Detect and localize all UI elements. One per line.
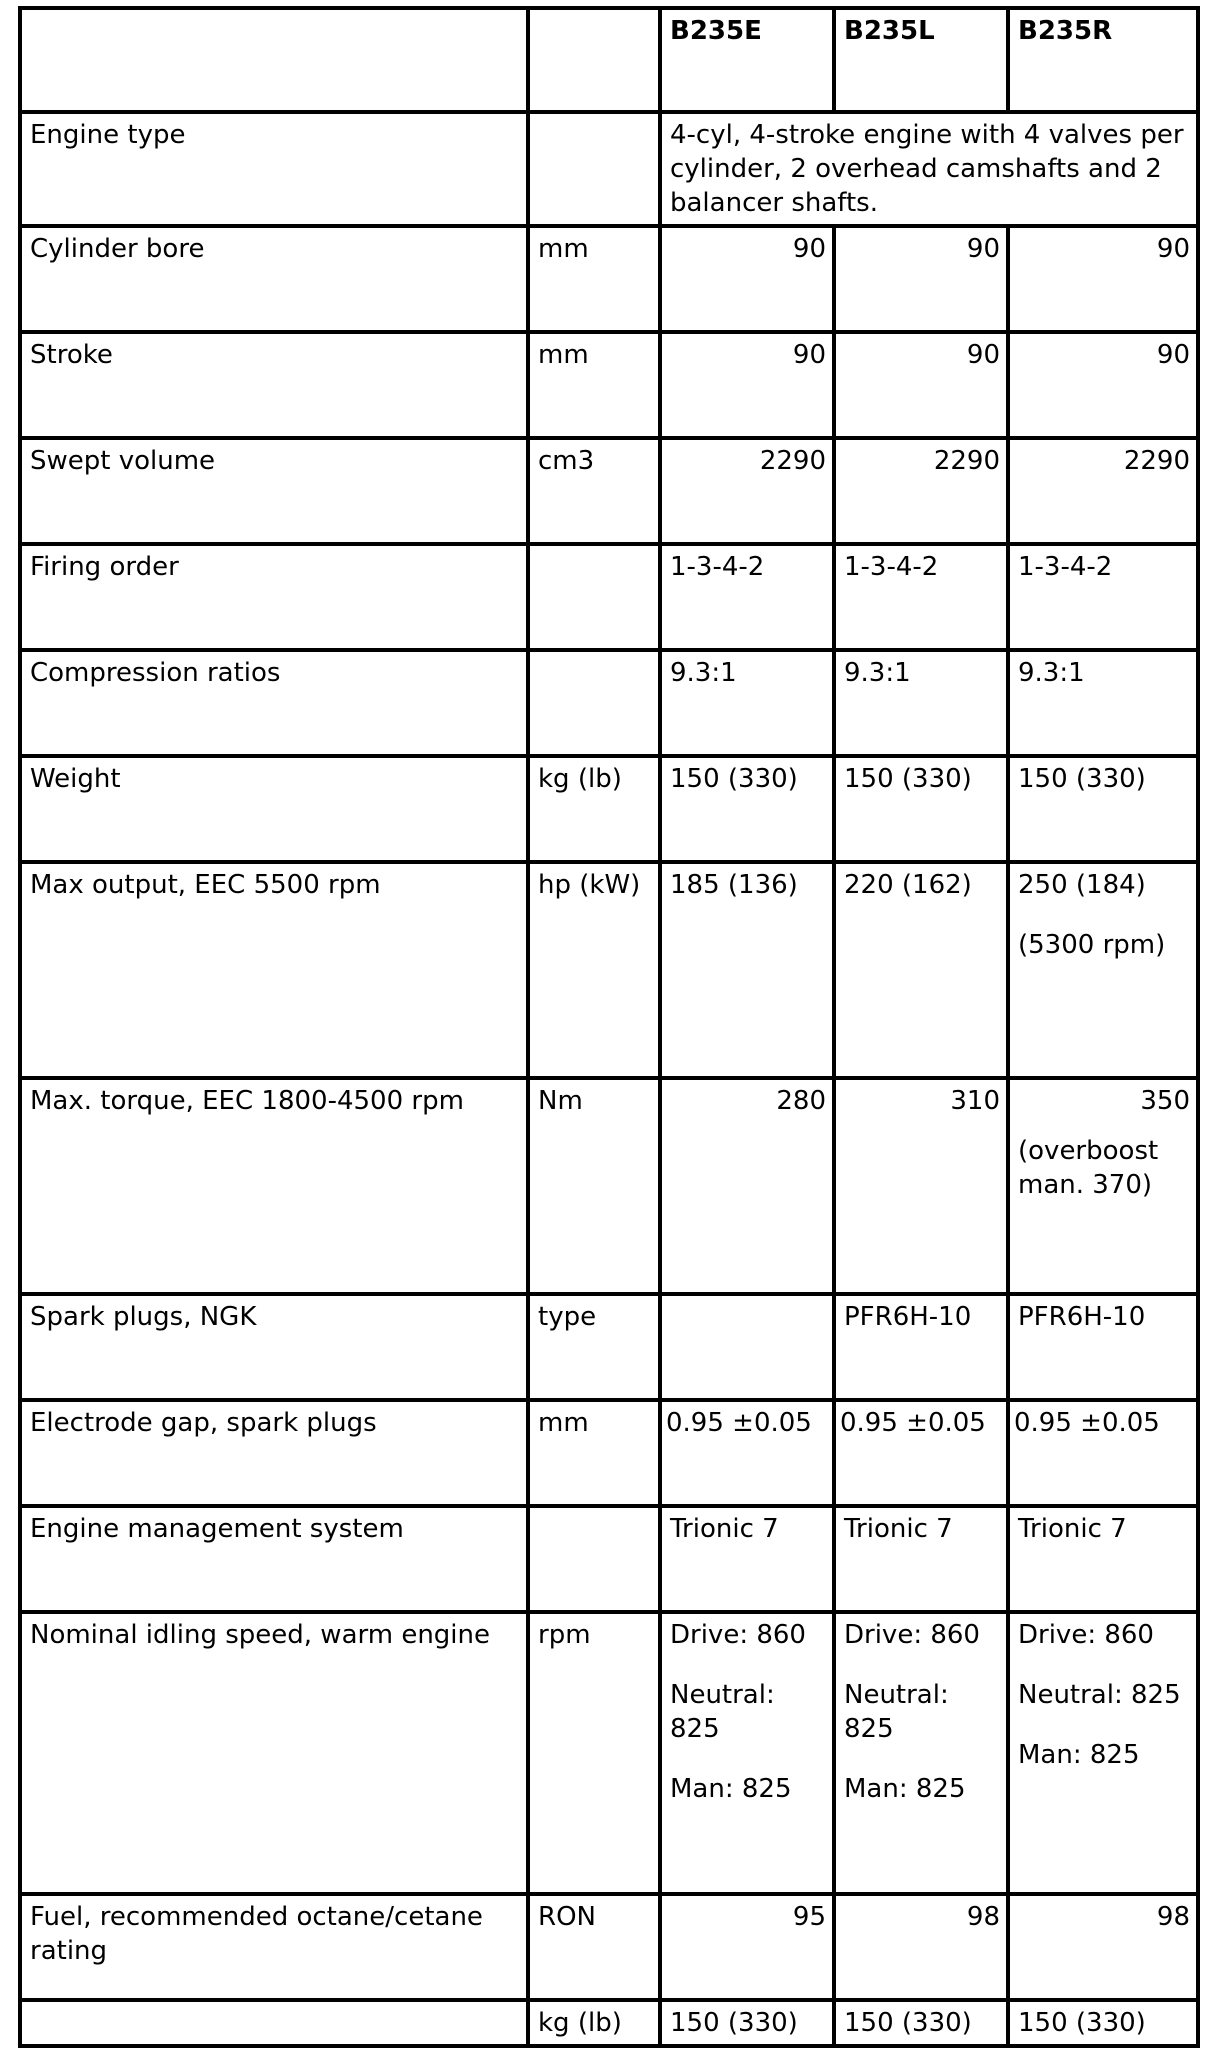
value-b235e: 150 (330) bbox=[660, 2000, 834, 2046]
value-b235l: PFR6H-10 bbox=[834, 1294, 1008, 1400]
row-idling-speed bbox=[20, 1612, 1198, 1894]
value-b235e: 1-3-4-2 bbox=[660, 544, 834, 650]
value-main: 250 (184) bbox=[1018, 870, 1146, 900]
idle-drive: Drive: 860 bbox=[844, 1620, 980, 1650]
value-b235l bbox=[834, 862, 1008, 1078]
row-unit: cm3 bbox=[528, 438, 660, 544]
row-unit: hp (kW) bbox=[528, 862, 660, 1078]
row-compression-ratios bbox=[20, 650, 1198, 756]
row-max-torque bbox=[20, 1078, 1198, 1294]
header-param-cell bbox=[20, 8, 528, 112]
value-b235e bbox=[660, 1294, 834, 1400]
value-b235e bbox=[660, 1612, 834, 1894]
value-b235l: 90 bbox=[834, 332, 1008, 438]
idle-man: Man: 825 bbox=[844, 1774, 966, 1804]
value-main: 185 (136) bbox=[670, 870, 798, 900]
value-b235l: 0.95 ±0.05 bbox=[834, 1400, 1008, 1506]
row-cylinder-bore bbox=[20, 226, 1198, 332]
row-label: Spark plugs, NGK bbox=[20, 1294, 528, 1400]
row-unit bbox=[528, 112, 660, 226]
row-label: Engine management system bbox=[20, 1506, 528, 1612]
header-model-b235l: B235L bbox=[834, 8, 1008, 112]
row-label: Max output, EEC 5500 rpm bbox=[20, 862, 528, 1078]
row-engine-management bbox=[20, 1506, 1198, 1612]
row-stroke bbox=[20, 332, 1198, 438]
value-b235r: 150 (330) bbox=[1008, 2000, 1198, 2046]
row-unit: rpm bbox=[528, 1612, 660, 1894]
row-unit: mm bbox=[528, 332, 660, 438]
row-label: Fuel, recommended octane/cetane rating bbox=[20, 1894, 528, 2000]
value-main: 220 (162) bbox=[844, 870, 972, 900]
row-label: Nominal idling speed, warm engine bbox=[20, 1612, 528, 1894]
header-unit-cell bbox=[528, 8, 660, 112]
value-b235e bbox=[660, 862, 834, 1078]
row-unit bbox=[528, 544, 660, 650]
value-b235l bbox=[834, 1612, 1008, 1894]
row-unit: Nm bbox=[528, 1078, 660, 1294]
row-label: Stroke bbox=[20, 332, 528, 438]
value-main: 280 bbox=[776, 1086, 826, 1116]
row-unit: mm bbox=[528, 1400, 660, 1506]
value-b235r bbox=[1008, 862, 1198, 1078]
value-b235e: 0.95 ±0.05 bbox=[660, 1400, 834, 1506]
row-unit bbox=[528, 1506, 660, 1612]
row-swept-volume bbox=[20, 438, 1198, 544]
header-model-b235r: B235R bbox=[1008, 8, 1198, 112]
value-b235e: Trionic 7 bbox=[660, 1506, 834, 1612]
value-main: 350 bbox=[1140, 1086, 1190, 1116]
value-b235r: 0.95 ±0.05 bbox=[1008, 1400, 1198, 1506]
row-label bbox=[20, 2000, 528, 2046]
row-label: Weight bbox=[20, 756, 528, 862]
row-spark-plugs bbox=[20, 1294, 1198, 1400]
row-label: Cylinder bore bbox=[20, 226, 528, 332]
idle-neutral: Neutral: 825 bbox=[670, 1680, 775, 1744]
value-b235r: 90 bbox=[1008, 226, 1198, 332]
value-b235e: 9.3:1 bbox=[660, 650, 834, 756]
row-unit: type bbox=[528, 1294, 660, 1400]
row-unit bbox=[528, 650, 660, 756]
header-row bbox=[20, 8, 1198, 112]
value-b235l: 1-3-4-2 bbox=[834, 544, 1008, 650]
row-max-output bbox=[20, 862, 1198, 1078]
row-weight bbox=[20, 756, 1198, 862]
value-b235r: 9.3:1 bbox=[1008, 650, 1198, 756]
value-b235l bbox=[834, 1078, 1008, 1294]
value-main: 310 bbox=[950, 1086, 1000, 1116]
row-engine-type bbox=[20, 112, 1198, 226]
engine-type-description: 4-cyl, 4-stroke engine with 4 valves per cylinder, 2 overhead camshafts and 2 balancer shafts. bbox=[660, 112, 1198, 226]
row-unit: kg (lb) bbox=[528, 2000, 660, 2046]
row-label: Electrode gap, spark plugs bbox=[20, 1400, 528, 1506]
idle-neutral: Neutral: 825 bbox=[844, 1680, 949, 1744]
idle-drive: Drive: 860 bbox=[670, 1620, 806, 1650]
row-label: Compression ratios bbox=[20, 650, 528, 756]
value-b235r: 150 (330) bbox=[1008, 756, 1198, 862]
value-b235l: Trionic 7 bbox=[834, 1506, 1008, 1612]
row-electrode-gap bbox=[20, 1400, 1198, 1506]
value-b235e: 2290 bbox=[660, 438, 834, 544]
header-model-b235e: B235E bbox=[660, 8, 834, 112]
idle-man: Man: 825 bbox=[670, 1774, 792, 1804]
value-note: (5300 rpm) bbox=[1018, 930, 1166, 960]
row-unit: RON bbox=[528, 1894, 660, 2000]
row-firing-order bbox=[20, 544, 1198, 650]
value-b235r: 1-3-4-2 bbox=[1008, 544, 1198, 650]
value-note: (overboost man. 370) bbox=[1018, 1136, 1159, 1200]
value-b235e: 95 bbox=[660, 1894, 834, 2000]
value-b235r bbox=[1008, 1078, 1198, 1294]
row-label: Engine type bbox=[20, 112, 528, 226]
idle-man: Man: 825 bbox=[1018, 1740, 1140, 1770]
value-b235r: PFR6H-10 bbox=[1008, 1294, 1198, 1400]
engine-spec-table bbox=[18, 6, 1200, 2048]
idle-drive: Drive: 860 bbox=[1018, 1620, 1154, 1650]
value-b235e: 90 bbox=[660, 332, 834, 438]
row-fuel-rating bbox=[20, 1894, 1198, 2000]
value-b235r: Trionic 7 bbox=[1008, 1506, 1198, 1612]
value-b235e: 90 bbox=[660, 226, 834, 332]
value-b235r: 98 bbox=[1008, 1894, 1198, 2000]
value-b235l: 9.3:1 bbox=[834, 650, 1008, 756]
value-b235e: 150 (330) bbox=[660, 756, 834, 862]
row-unit: kg (lb) bbox=[528, 756, 660, 862]
value-b235l: 150 (330) bbox=[834, 2000, 1008, 2046]
value-b235r: 2290 bbox=[1008, 438, 1198, 544]
value-b235l: 90 bbox=[834, 226, 1008, 332]
value-b235l: 98 bbox=[834, 1894, 1008, 2000]
value-b235l: 150 (330) bbox=[834, 756, 1008, 862]
row-label: Max. torque, EEC 1800-4500 rpm bbox=[20, 1078, 528, 1294]
value-b235l: 2290 bbox=[834, 438, 1008, 544]
row-unit: mm bbox=[528, 226, 660, 332]
value-b235r bbox=[1008, 1612, 1198, 1894]
row-label: Swept volume bbox=[20, 438, 528, 544]
row-label: Firing order bbox=[20, 544, 528, 650]
idle-neutral: Neutral: 825 bbox=[1018, 1680, 1181, 1710]
value-b235r: 90 bbox=[1008, 332, 1198, 438]
value-b235e bbox=[660, 1078, 834, 1294]
row-weight-repeat bbox=[20, 2000, 1198, 2046]
